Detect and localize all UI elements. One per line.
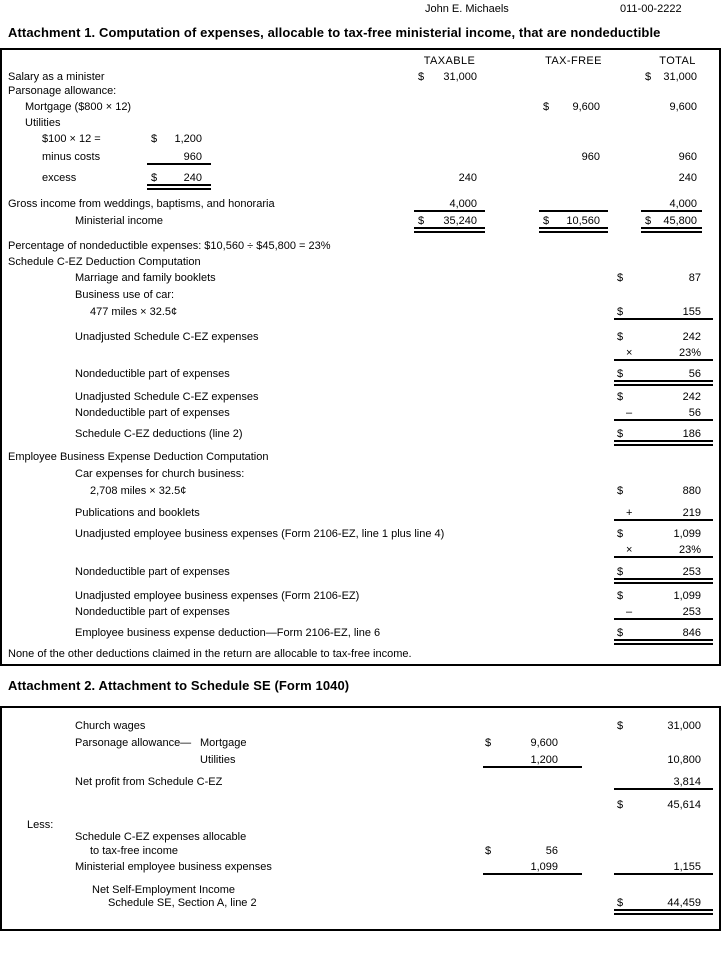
- table-row: [0, 151, 721, 167]
- amount-value: 35,240: [443, 215, 477, 227]
- row-label: Ministerial income: [75, 215, 164, 227]
- amount-cell: [614, 428, 713, 442]
- amount-value: 31,000: [443, 71, 477, 83]
- currency-symbol: $: [617, 627, 624, 639]
- table-row: [0, 590, 721, 606]
- table-row: [0, 468, 721, 484]
- currency-symbol: $: [418, 71, 425, 83]
- amount-cell: [483, 861, 582, 875]
- amount-cell: [641, 151, 702, 165]
- amount-value: 1,099: [673, 590, 701, 602]
- amount-value: 242: [682, 391, 701, 403]
- currency-symbol: $: [617, 720, 624, 732]
- amount-cell: [641, 101, 702, 115]
- row-label: Marriage and family booklets: [75, 272, 216, 284]
- table-row: [0, 720, 721, 736]
- amount-value: 253: [682, 606, 701, 618]
- amount-value: 56: [688, 368, 701, 380]
- row-label: 477 miles × 32.5¢: [90, 306, 178, 318]
- table-row: [0, 485, 721, 501]
- currency-symbol: $: [543, 101, 550, 113]
- row-label: Salary as a minister: [8, 71, 105, 83]
- amount-cell: [614, 331, 713, 345]
- row-label: Percentage of nondeductible expenses: $10,560 ÷ $45,800 = 23%: [8, 240, 331, 252]
- table-row: [0, 117, 721, 133]
- currency-symbol: $: [617, 799, 624, 811]
- amount-value: 155: [682, 306, 701, 318]
- table-row: [0, 845, 721, 861]
- amount-value: 240: [458, 172, 477, 184]
- amount-cell: [614, 507, 713, 521]
- row-label: Net Self-Employment Income: [92, 884, 236, 896]
- table-row: [0, 101, 721, 117]
- amount-value: 9,600: [530, 737, 558, 749]
- amount-value: 880: [682, 485, 701, 497]
- amount-cell: [614, 627, 713, 641]
- table-row: [0, 172, 721, 188]
- amount-cell: [414, 71, 485, 85]
- row-label: Utilities: [200, 754, 236, 766]
- amount-cell: [614, 566, 713, 580]
- row-label: Less:: [27, 819, 54, 831]
- table-row: [0, 391, 721, 407]
- operator-sign: +: [626, 507, 633, 519]
- amount-cell: [614, 485, 713, 499]
- currency-symbol: $: [617, 272, 624, 284]
- row-label: to tax-free income: [90, 845, 179, 857]
- amount-value: 960: [581, 151, 600, 163]
- table-row: [0, 606, 721, 622]
- row-label: Schedule C-EZ expenses allocable: [75, 831, 247, 843]
- currency-symbol: $: [543, 215, 550, 227]
- amount-value: 56: [545, 845, 558, 857]
- currency-symbol: $: [418, 215, 425, 227]
- amount-cell: [147, 151, 211, 165]
- table-row: [0, 331, 721, 347]
- row-label: Gross income from weddings, baptisms, and honoraria: [8, 198, 275, 210]
- amount-cell: [614, 861, 713, 875]
- amount-cell: [614, 897, 713, 911]
- amount-value: 1,099: [530, 861, 558, 873]
- amount-value: 45,614: [667, 799, 701, 811]
- amount-value: 44,459: [667, 897, 701, 909]
- table-row: [0, 198, 721, 214]
- currency-symbol: $: [645, 215, 652, 227]
- operator-sign: –: [626, 407, 633, 419]
- row-label: Employee business expense deduction—Form 2106-EZ, line 6: [75, 627, 381, 639]
- amount-cell: [614, 776, 713, 790]
- table-row: [0, 407, 721, 423]
- taxpayer-name: John E. Michaels: [425, 3, 509, 15]
- currency-symbol: $: [645, 71, 652, 83]
- currency-symbol: $: [617, 391, 624, 403]
- amount-cell: [539, 101, 608, 115]
- amount-value: 219: [682, 507, 701, 519]
- table-row: [0, 566, 721, 582]
- amount-value: 242: [682, 331, 701, 343]
- taxpayer-id: 011-00-2222: [620, 3, 682, 15]
- column-header-total: TOTAL: [659, 55, 696, 67]
- currency-symbol: $: [617, 897, 624, 909]
- row-label: Nondeductible part of expenses: [75, 407, 230, 419]
- currency-symbol: $: [617, 566, 624, 578]
- amount-cell: [614, 407, 713, 421]
- row-label: Nondeductible part of expenses: [75, 368, 230, 380]
- row-label: Unadjusted Schedule C-EZ expenses: [75, 331, 259, 343]
- table-row: [0, 306, 721, 322]
- amount-value: 253: [682, 566, 701, 578]
- row-label: Ministerial employee business expenses: [75, 861, 272, 873]
- amount-value: 960: [183, 151, 202, 163]
- amount-value: 31,000: [667, 720, 701, 732]
- amount-cell: [614, 347, 713, 361]
- amount-cell: [539, 198, 608, 212]
- amount-cell: [614, 606, 713, 620]
- amount-value: 23%: [678, 347, 701, 359]
- row-label: Unadjusted Schedule C-EZ expenses: [75, 391, 259, 403]
- table-row: [0, 627, 721, 643]
- amount-value: 31,000: [663, 71, 697, 83]
- row-label: Publications and booklets: [75, 507, 200, 519]
- amount-value: 4,000: [669, 198, 697, 210]
- row-label: Parsonage allowance:: [8, 85, 117, 97]
- table-row: [0, 347, 721, 363]
- amount-value: 87: [688, 272, 701, 284]
- amount-cell: [614, 368, 713, 382]
- row-label: Utilities: [25, 117, 61, 129]
- currency-symbol: $: [617, 331, 624, 343]
- amount-cell: [414, 198, 485, 212]
- amount-cell: [614, 528, 713, 542]
- amount-cell: [614, 720, 713, 734]
- amount-value: 9,600: [669, 101, 697, 113]
- row-label: Schedule SE, Section A, line 2: [108, 897, 257, 909]
- operator-sign: –: [626, 606, 633, 618]
- table-row: [0, 289, 721, 305]
- amount-cell: [147, 172, 211, 186]
- row-label: Employee Business Expense Deduction Computation: [8, 451, 269, 463]
- column-header-taxfree: TAX-FREE: [545, 55, 602, 67]
- row-label: Church wages: [75, 720, 146, 732]
- row-label: Net profit from Schedule C-EZ: [75, 776, 223, 788]
- row-label: 2,708 miles × 32.5¢: [90, 485, 187, 497]
- table-row: [0, 776, 721, 792]
- table-row: [0, 544, 721, 560]
- amount-value: 1,200: [530, 754, 558, 766]
- amount-cell: [641, 215, 702, 229]
- operator-sign: ×: [626, 347, 633, 359]
- table-row: [0, 861, 721, 877]
- amount-cell: [614, 544, 713, 558]
- currency-symbol: $: [151, 133, 158, 145]
- amount-value: 186: [682, 428, 701, 440]
- amount-value: 10,560: [566, 215, 600, 227]
- table-row: [0, 428, 721, 444]
- table-row: [0, 799, 721, 815]
- amount-cell: [641, 172, 702, 186]
- row-label: $100 × 12 =: [42, 133, 101, 145]
- column-header-taxable: TAXABLE: [423, 55, 476, 67]
- amount-value: 1,099: [673, 528, 701, 540]
- row-label: Car expenses for church business:: [75, 468, 245, 480]
- table-row: [0, 507, 721, 523]
- amount-value: 3,814: [673, 776, 701, 788]
- amount-value: 1,155: [673, 861, 701, 873]
- row-label: Schedule C-EZ Deduction Computation: [8, 256, 201, 268]
- table-row: [0, 648, 721, 664]
- table-row: [0, 897, 721, 913]
- amount-cell: [614, 754, 713, 768]
- attachment1-title: Attachment 1. Computation of expenses, allocable to tax-free ministerial income, that are nondeductible: [8, 25, 661, 40]
- currency-symbol: $: [617, 368, 624, 380]
- amount-value: 56: [688, 407, 701, 419]
- amount-value: 4,000: [449, 198, 477, 210]
- amount-cell: [641, 71, 702, 85]
- amount-value: 846: [682, 627, 701, 639]
- currency-symbol: $: [617, 485, 624, 497]
- amount-value: 240: [183, 172, 202, 184]
- row-label: Schedule C-EZ deductions (line 2): [75, 428, 243, 440]
- currency-symbol: $: [485, 737, 492, 749]
- amount-cell: [614, 799, 713, 813]
- table-row: [0, 272, 721, 288]
- amount-cell: [539, 151, 608, 165]
- row-label: Business use of car:: [75, 289, 175, 301]
- amount-cell: [614, 391, 713, 405]
- currency-symbol: $: [617, 590, 624, 602]
- row-label: Unadjusted employee business expenses (Form 2106-EZ, line 1 plus line 4): [75, 528, 445, 540]
- amount-cell: [614, 306, 713, 320]
- amount-value: 23%: [678, 544, 701, 556]
- row-label: Mortgage ($800 × 12): [25, 101, 132, 113]
- amount-value: 1,200: [174, 133, 202, 145]
- table-row: [0, 528, 721, 544]
- amount-cell: [614, 272, 713, 286]
- amount-cell: [483, 737, 582, 751]
- row-label: Nondeductible part of expenses: [75, 566, 230, 578]
- amount-cell: [483, 845, 582, 859]
- table-row: [0, 240, 721, 256]
- attachment2-title: Attachment 2. Attachment to Schedule SE (Form 1040): [8, 678, 350, 693]
- currency-symbol: $: [617, 428, 624, 440]
- amount-cell: [614, 590, 713, 604]
- row-label: None of the other deductions claimed in the return are allocable to tax-free income.: [8, 648, 412, 660]
- amount-cell: [414, 215, 485, 229]
- amount-cell: [414, 172, 485, 186]
- row-label: Unadjusted employee business expenses (Form 2106-EZ): [75, 590, 360, 602]
- table-row: [0, 737, 721, 753]
- table-row: [0, 754, 721, 770]
- amount-value: 960: [678, 151, 697, 163]
- amount-cell: [641, 198, 702, 212]
- currency-symbol: $: [485, 845, 492, 857]
- amount-value: 45,800: [663, 215, 697, 227]
- amount-value: 240: [678, 172, 697, 184]
- operator-sign: ×: [626, 544, 633, 556]
- table-row: [0, 451, 721, 467]
- amount-cell: [147, 133, 211, 147]
- currency-symbol: $: [617, 306, 624, 318]
- row-label: minus costs: [42, 151, 101, 163]
- currency-symbol: $: [617, 528, 624, 540]
- table-row: [0, 133, 721, 149]
- amount-value: 9,600: [572, 101, 600, 113]
- amount-value: 10,800: [667, 754, 701, 766]
- row-label: Mortgage: [200, 737, 247, 749]
- table-row: [0, 368, 721, 384]
- row-label: Parsonage allowance—: [75, 737, 192, 749]
- currency-symbol: $: [151, 172, 158, 184]
- table-row: [0, 215, 721, 231]
- row-label: excess: [42, 172, 77, 184]
- table-row: [0, 256, 721, 272]
- row-label: Nondeductible part of expenses: [75, 606, 230, 618]
- amount-cell: [483, 754, 582, 768]
- amount-cell: [539, 215, 608, 229]
- table-row: [0, 85, 721, 101]
